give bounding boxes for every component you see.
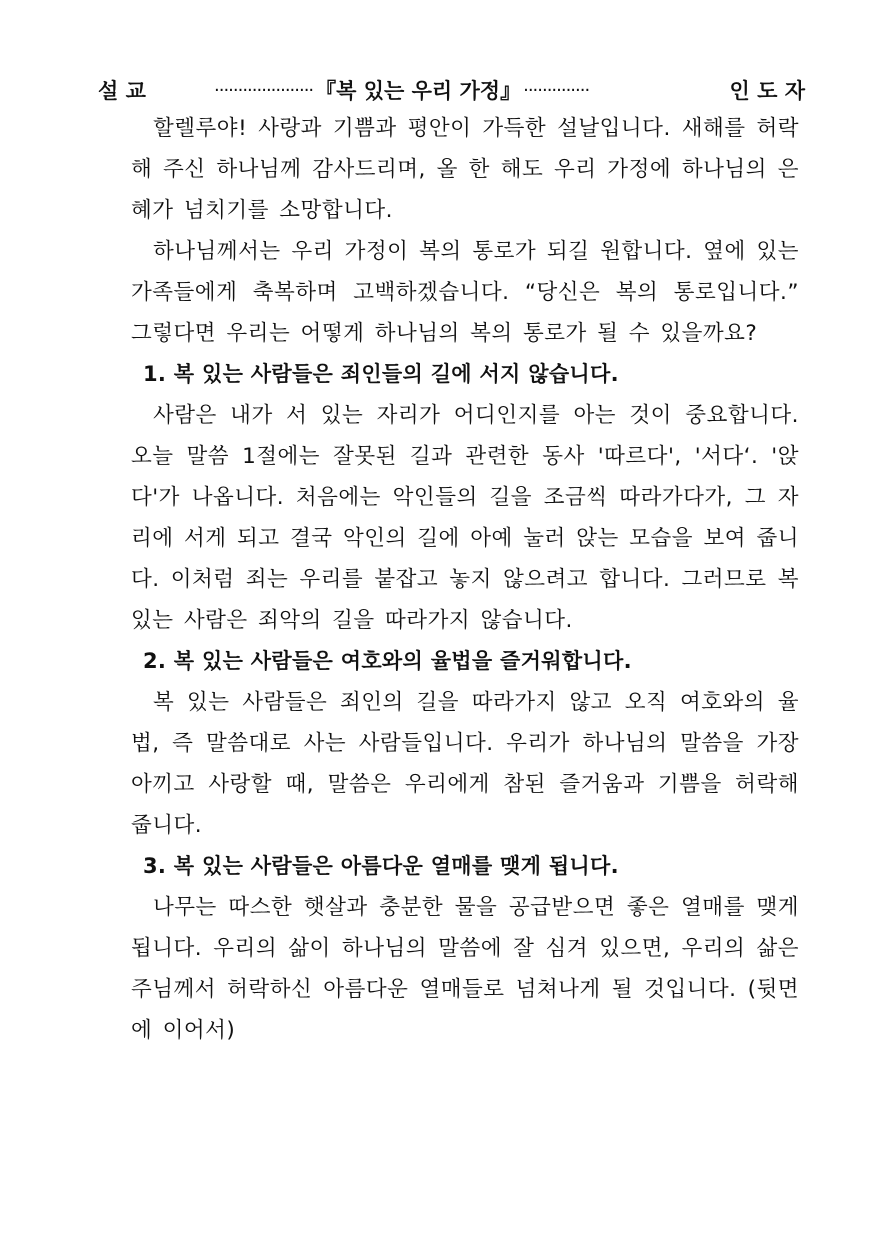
intro-paragraph: 하나님께서는 우리 가정이 복의 통로가 되길 원합니다. 옆에 있는 가족들에게 축복하며 고백하겠습니다. “당신은 복의 통로입니다.” 그렇다면 우리는 어떻게 하나님의 복의 통로가 될 수 있을까요? bbox=[131, 239, 799, 346]
header-right-label: 인 도 자 bbox=[729, 79, 805, 103]
sermon-title: 『복 있는 우리 가정』 bbox=[315, 79, 522, 103]
sermon-header bbox=[98, 70, 805, 110]
intro-paragraph: 할렐루야! 사랑과 기쁨과 평안이 가득한 설날입니다. 새해를 허락해 주신 하나님께 감사드리며, 올 한 해도 우리 가정에 하나님의 은혜가 넘치기를 소망합니다. bbox=[131, 116, 799, 223]
sermon-body bbox=[131, 108, 799, 1051]
header-leader-dots-right: ·············· bbox=[523, 79, 590, 101]
section-paragraph: 사람은 내가 서 있는 자리가 어디인지를 아는 것이 중요합니다. 오늘 말씀 1절에는 잘못된 길과 관련한 동사 '따르다', '서다‘. '앉다'가 나옵니다. 처음에는 악인들의 길을 조금씩 따라가다가, 그 자리에 서게 되고 결국 악인의 길에 아예 눌러 앉는 모습을 보여 줍니다. 이처럼 죄는 우리를 붙잡고 놓지 않으려고 합니다. 그러므로 복 있는 사람은 죄악의 길을 따라가지 않습니다. bbox=[131, 403, 799, 633]
section-heading: 2. 복 있는 사람들은 여호와의 율법을 즐거워합니다. bbox=[143, 649, 632, 673]
section-heading: 1. 복 있는 사람들은 죄인들의 길에 서지 않습니다. bbox=[143, 362, 619, 386]
header-leader-dots-left: ····················· bbox=[214, 79, 314, 101]
section-paragraph: 나무는 따스한 햇살과 충분한 물을 공급받으면 좋은 열매를 맺게 됩니다. 우리의 삶이 하나님의 말씀에 잘 심겨 있으면, 우리의 삶은 주님께서 허락하신 아름다운 열매들로 넘쳐나게 될 것입니다. (뒷면에 이어서) bbox=[131, 895, 799, 1043]
header-left-label: 설 교 bbox=[98, 79, 146, 103]
section-paragraph: 복 있는 사람들은 죄인의 길을 따라가지 않고 오직 여호와의 율법, 즉 말씀대로 사는 사람들입니다. 우리가 하나님의 말씀을 가장 아끼고 사랑할 때, 말씀은 우리에게 참된 즐거움과 기쁨을 허락해 줍니다. bbox=[131, 690, 799, 838]
section-heading: 3. 복 있는 사람들은 아름다운 열매를 맺게 됩니다. bbox=[143, 854, 619, 878]
